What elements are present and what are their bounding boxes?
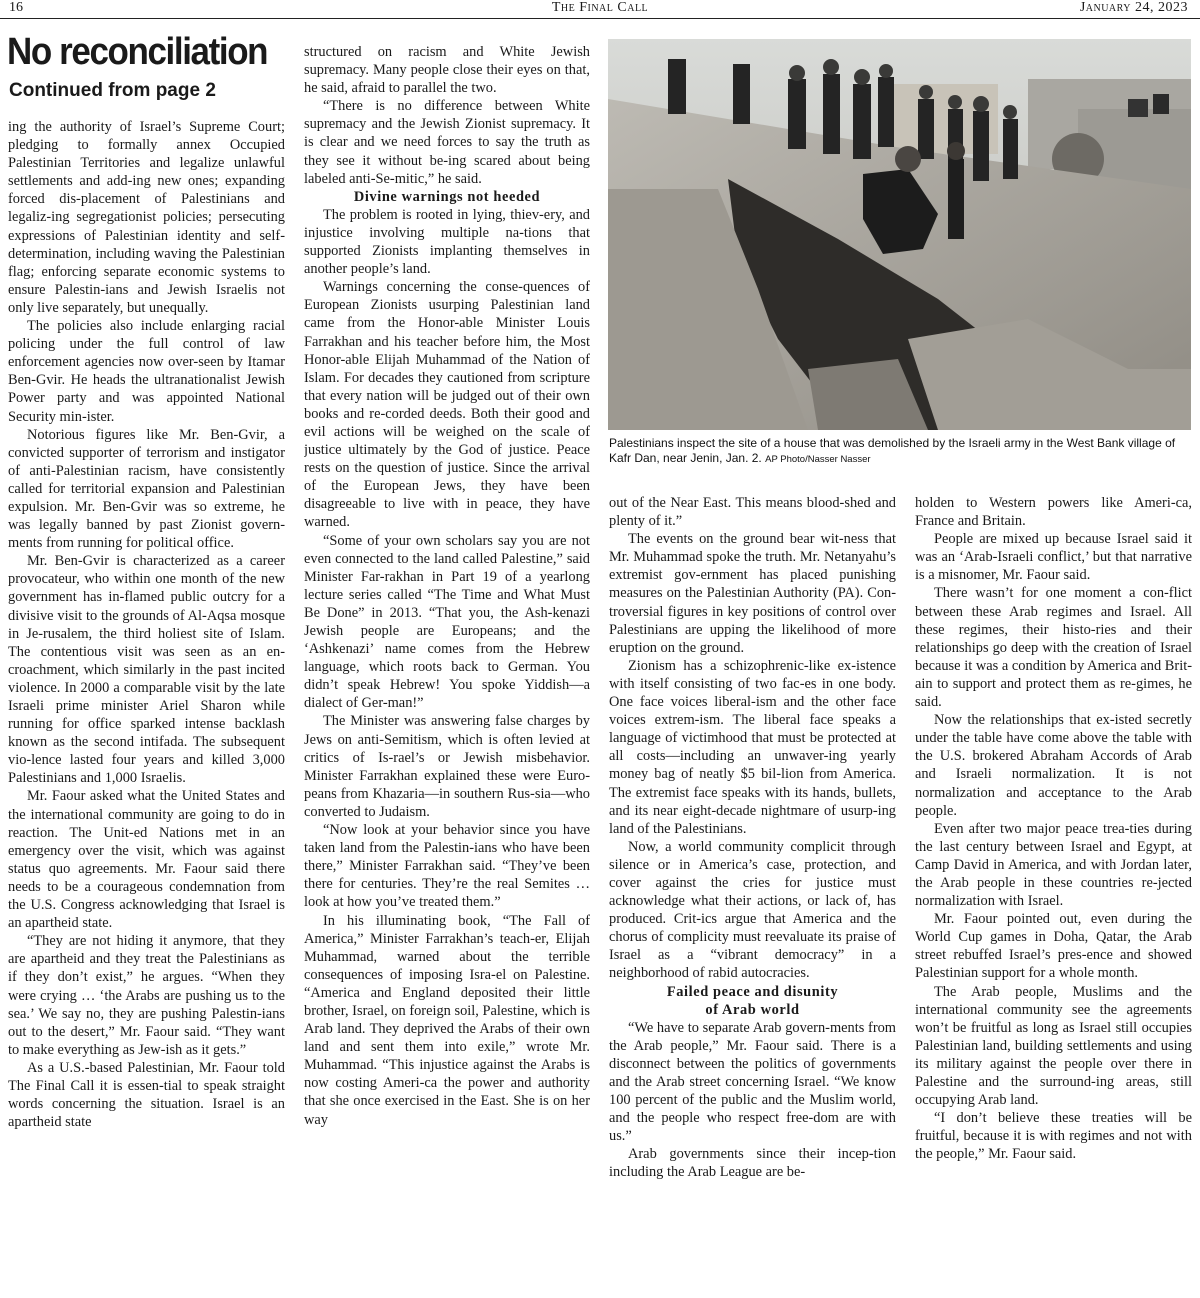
article-paragraph: There wasn’t for one moment a con-flict between these Arab regimes and Israel. All these regimes, their histo-ries and their relationships go deep with the creation of Israel because it was a condition by America and Brit-ain to support and protect them as re-gimes, he said. bbox=[915, 585, 1192, 711]
article-paragraph: “There is no difference between White supremacy and the Jewish Zionist supremacy. It is clear and we need forces to say the truth as they see it without be-ing scared about being labeled anti-Se-mitic,” he said. bbox=[304, 98, 590, 187]
article-paragraph: As a U.S.-based Palestinian, Mr. Faour told The Final Call it is essen-tial to speak straight words concerning the situation. Israel is an apartheid state bbox=[8, 1059, 285, 1131]
article-paragraph: Now, a world community complicit through silence or in America’s case, protection, and cover against the cries for justice must acknowledge what their actions, or lack of, has produced. Crit-ics argue that America and the chorus of complicity must reevaluate its praise of Israel as a “vibrant democracy” in a neighborhood of rabid autocracies. bbox=[609, 838, 896, 982]
article-column-1 bbox=[8, 118, 285, 1294]
section-subhead: Failed peace and disunity bbox=[666, 983, 839, 1000]
article-paragraph: “I don’t believe these treaties will be fruitful, because it is with regimes and not with the people,” Mr. Faour said. bbox=[915, 1110, 1192, 1163]
section-subhead: Divine warnings not heeded bbox=[353, 188, 541, 205]
article-paragraph: ing the authority of Israel’s Supreme Court; pledging to formally annex Occupied Palestinian Territories and legalize unlawful settlements and add-ing new ones; expanding forced dis-placement of Palestinians and legaliz-ing segregationist policies; persecuting expressions of Palestinian identity and self-determination, including waving the Palestinian flag; enforcing separate economic systems to ensure Palestin-ians and Jewish Israelis not only live separately, but unequally. bbox=[8, 119, 285, 316]
section-subhead: of Arab world bbox=[705, 1001, 800, 1018]
photo-credit: AP Photo/Nasser Nasser bbox=[765, 454, 871, 465]
article-paragraph: Mr. Faour pointed out, even during the World Cup games in Doha, Qatar, the Arab street rebuffed Israel’s pres-ence and showed Palestinian support for a whole month. bbox=[915, 911, 1192, 982]
caption-text: Palestinians inspect the site of a house that was demolished by the Israeli army in the West Bank village of Kafr Dan, near Jenin, Jan. 2. bbox=[609, 436, 1176, 465]
article-paragraph: Arab governments since their incep-tion including the Arab League are be- bbox=[609, 1146, 896, 1181]
article-column-2 bbox=[304, 43, 590, 1294]
article-paragraph: “Some of your own scholars say you are not even connected to the land called Palestine,” said Minister Far-rakhan in Part 19 of a yearlong lecture series called “The Time and What Must Be Done” in 2013. “That you, the Ash-kenazi Jewish people are Europeans; and the ‘Ashkenazi’ name comes from the Hebrew language, which roots back to German. You didn’t speak Hebrew! You spoke Yiddish—a dialect of Ger-man!” bbox=[304, 532, 590, 712]
article-headline: No reconciliation bbox=[7, 31, 268, 73]
article-paragraph: out of the Near East. This means blood-shed and plenty of it.” bbox=[609, 495, 896, 530]
photo-caption bbox=[609, 436, 1195, 467]
article-paragraph: The Arab people, Muslims and the international community see the agreements won’t be fruitful as long as Israel still occupies Palestinian land, building settlements and using its military against the people over there in Palestine and the surround-ing areas, still occupying Arab land. bbox=[915, 983, 1192, 1109]
article-paragraph: Now the relationships that ex-isted secretly under the table have come above the table with the U.S. brokered Abraham Accords of Arab and Israeli normalization. It is not normalization and acceptance to the Arab people. bbox=[915, 712, 1192, 819]
continued-from-label: Continued from page 2 bbox=[9, 80, 216, 101]
article-paragraph: Zionism has a schizophrenic-like ex-istence with itself consisting of two fac-es in one body. One face voices liberal-ism and the other face voices extrem-ism. The liberal face speaks a language of victimhood that must be protected at all costs—including an unwaver-ing yearly money bag of neatly $5 bil-lion from America. The extremist face speaks with its hands, bullets, and its near eight-decade nightmare of usurp-ing land of the Palestinians. bbox=[609, 657, 896, 837]
article-paragraph: Warnings concerning the conse-quences of European Zionists usurping Palestinian land came from the Honor-able Minister Louis Farrakhan and his teacher before him, the Most Honor-able Elijah Muhammad of the Nation of Islam. For decades they cautioned from scripture that every nation will be judged out of their own books and re-corded deeds. Both their good and evil actions will be weighed on the scale of justice ultimately by the God of justice. Peace rests on the question of justice. Since the arrival of the European Jews, they have been disagreeable to live with in peace, they have warned. bbox=[304, 279, 590, 531]
article-column-4 bbox=[915, 494, 1192, 1294]
article-paragraph: “They are not hiding it anymore, that they are apartheid and they treat the Palestinians as if they don’t exist,” he argues. “When they were crying … ‘the Arabs are pushing us to the sea.’ We say no, they are pushing Palestin-ians out to the desert,” Mr. Faour said. “They want to make everything as Jew-ish as it gets.” bbox=[8, 933, 285, 1058]
article-paragraph: The policies also include enlarging racial policing under the full control of law enforcement agencies now over-seen by Itamar Ben-Gvir. He heads the ultranationalist Jewish Power party and was appointed National Security min-ister. bbox=[8, 318, 285, 425]
article-paragraph: structured on racism and White Jewish supremacy. Many people close their eyes on that, he said, afraid to parallel the two. bbox=[304, 44, 590, 97]
page-header bbox=[0, 0, 1200, 19]
article-paragraph: “We have to separate Arab govern-ments from the Arab people,” Mr. Faour said. There is a disconnect between the politics of governments and the Arab street concerning Israel. “We know 100 percent of the public and the Muslim world, and the people who respect free-dom are with us.” bbox=[609, 1019, 896, 1145]
article-paragraph: Even after two major peace trea-ties during the last century between Israel and Egypt, at Camp David in America, and with Jordan later, the Arab people in these countries re-jected normalization with Israel. bbox=[915, 820, 1192, 910]
article-paragraph: The problem is rooted in lying, thiev-ery, and injustice involving multiple na-tions that supported Zionists implanting themselves in another people’s land. bbox=[304, 206, 590, 278]
article-paragraph: The Minister was answering false charges by Jews on anti-Semitism, which is often levied at critics of Is-rael’s or Jewish misbehavior. Minister Farrakhan explained these were Euro-peans from Khazaria—in southern Rus-sia—who converted to Judaism. bbox=[304, 713, 590, 820]
article-column-3 bbox=[609, 494, 896, 1294]
article-paragraph: The events on the ground bear wit-ness that Mr. Muhammad spoke the truth. Mr. Netanyahu’s extremist gov-ernment has placed punishing measures on the Palestinian Authority (PA). Con-troversial figures in key positions of control over Palestinians are upping the likelihood of more eruption on the ground. bbox=[609, 531, 896, 656]
article-paragraph: Notorious figures like Mr. Ben-Gvir, a convicted supporter of terrorism and instigator of anti-Palestinian racism, have consistently called for territorial expansion and Palestinian expulsion. Mr. Ben-Gvir was so extreme, he was legally banned by past Zionist govern-ments from running for political office. bbox=[8, 426, 285, 552]
article-paragraph: In his illuminating book, “The Fall of America,” Minister Farrakhan’s teach-er, Elijah Muhammad, warned about the terrible consequences of imposing Isra-el on Palestine. “America and England deposited their little brother, Israel, on foreign soil, Palestine, which is Arab land. They deprived the Arabs of their own land and sent them into exile,” wrote Mr. Muhammad. “This injustice against the Arabs is now costing Ameri-ca the power and authority that she once exercised in the East. She is on her way bbox=[304, 912, 590, 1128]
article-paragraph: Mr. Faour asked what the United States and the international community are going to do in reaction. The Unit-ed Nations met in an emergency over the visit, which was against status quo agreements. Mr. Faour said there needs to be a courageous condemnation from the U.S. Congress acknowledging that Israel is an apartheid state. bbox=[8, 788, 285, 932]
page-number: 16 bbox=[9, 0, 23, 15]
demolished-house-photo bbox=[608, 39, 1191, 430]
article-paragraph: “Now look at your behavior since you have taken land from the Palestin-ians who have been there,” Minister Farrakhan said. “They’ve been there for centuries. They’re the real Semites … look at how you’ve treated them.” bbox=[304, 822, 590, 911]
article-paragraph: People are mixed up because Israel said it was an ‘Arab-Israeli conflict,’ but that narrative is a misnomer, Mr. Faour said. bbox=[915, 531, 1192, 584]
news-photo bbox=[608, 39, 1191, 430]
article-paragraph: Mr. Ben-Gvir is characterized as a career provocateur, who within one month of the new government has in-flamed public outcry for a divisive visit to the grounds of Al-Aqsa mosque in Je-rusalem, the third holiest site of Islam. The contentious visit was seen as an en-croachment, which similarly in the past incited violence. In 2000 a comparable visit by the late Israeli prime minister Ariel Sharon while running for office sparked intense backlash known as the second intifada. The subsequent vio-lence lasted four years and killed 3,000 Palestinians and 1,000 Israelis. bbox=[8, 553, 285, 787]
newspaper-name: The Final Call bbox=[551, 0, 649, 15]
issue-date: January 24, 2023 bbox=[1079, 0, 1188, 15]
article-paragraph: holden to Western powers like Ameri-ca, France and Britain. bbox=[915, 495, 1192, 530]
